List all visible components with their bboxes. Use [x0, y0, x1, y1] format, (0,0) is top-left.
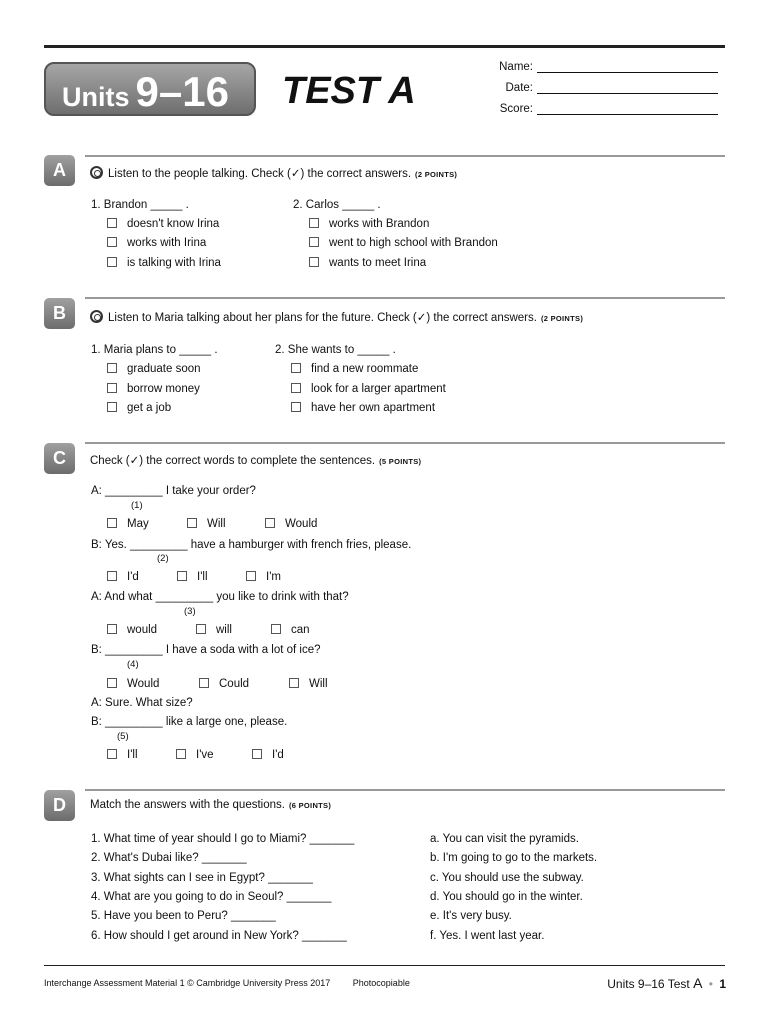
section-b-instruction-text: Listen to Maria talking about her plans for the future. Check (✓) the correct answers.	[108, 312, 537, 324]
option-label: May	[127, 518, 149, 530]
units-badge	[44, 62, 256, 116]
option-label: will	[216, 624, 232, 636]
date-label: Date:	[505, 82, 533, 94]
footer-photocopiable: Photocopiable	[352, 978, 410, 988]
section-d-instruction-text: Match the answers with the questions.	[90, 799, 285, 811]
section-b-rule	[85, 297, 725, 299]
checkbox[interactable]	[107, 257, 117, 267]
a-q1-option[interactable]	[107, 218, 219, 230]
c4-option[interactable]	[199, 678, 249, 690]
a-q2-option[interactable]	[309, 257, 426, 269]
c2-option[interactable]	[246, 571, 281, 583]
d-answer: e. It's very busy.	[430, 910, 512, 922]
c-num-5: (5)	[117, 731, 129, 742]
option-label: would	[127, 624, 158, 636]
c-num-3: (3)	[184, 606, 196, 617]
checkbox[interactable]	[107, 518, 117, 528]
section-a-instruction-text: Listen to the people talking. Check (✓) the correct answers.	[108, 168, 412, 180]
section-d-instruction	[90, 799, 331, 811]
option-label: Will	[309, 678, 328, 690]
c3-option[interactable]	[107, 624, 157, 636]
audio-cd-icon	[90, 310, 103, 323]
name-field[interactable]	[499, 60, 718, 73]
a-q1-stem: 1. Brandon _____ .	[91, 199, 189, 211]
checkbox[interactable]	[265, 518, 275, 528]
option-label: Would	[285, 518, 318, 530]
section-a-points: (2 POINTS)	[415, 170, 458, 179]
d-question: 3. What sights can I see in Egypt? _______	[91, 872, 313, 884]
c-plain-line: A: Sure. What size?	[91, 697, 193, 709]
option-label: Could	[219, 678, 250, 690]
a-q2-stem: 2. Carlos _____ .	[293, 199, 381, 211]
c-line-4: B: _________ I have a soda with a lot of ice?	[91, 644, 321, 656]
option-label: wants to meet Irina	[329, 257, 427, 269]
option-label: graduate soon	[127, 363, 201, 375]
b-q2-option[interactable]	[291, 402, 435, 414]
section-c-instruction-text: Check (✓) the correct words to complete the sentences.	[90, 455, 376, 467]
option-label: find a new roommate	[311, 363, 419, 375]
option-label: I'm	[266, 571, 281, 583]
footer-test-label: Units 9–16 Test	[607, 977, 690, 991]
c-num-2: (2)	[157, 553, 169, 564]
date-field[interactable]	[506, 81, 719, 94]
name-label: Name:	[499, 61, 533, 73]
checkbox[interactable]	[187, 518, 197, 528]
b-q1-option[interactable]	[107, 383, 200, 395]
d-question: 2. What's Dubai like? _______	[91, 852, 247, 864]
section-a-badge: A	[44, 155, 75, 186]
checkbox[interactable]	[196, 624, 206, 634]
c4-option[interactable]	[107, 678, 159, 690]
a-q2-option[interactable]	[309, 237, 498, 249]
score-field[interactable]	[500, 102, 718, 115]
b-q2-stem: 2. She wants to _____ .	[275, 344, 396, 356]
option-label: doesn't know Irina	[127, 218, 220, 230]
option-label: borrow money	[127, 383, 200, 395]
checkbox[interactable]	[309, 218, 319, 228]
option-label: have her own apartment	[311, 402, 436, 414]
c4-option[interactable]	[289, 678, 328, 690]
checkbox[interactable]	[107, 363, 117, 373]
option-label: look for a larger apartment	[311, 383, 446, 395]
checkbox[interactable]	[309, 257, 319, 267]
checkbox[interactable]	[107, 749, 117, 759]
option-label: I've	[196, 749, 214, 761]
checkbox[interactable]	[291, 402, 301, 412]
section-d-rule	[85, 789, 725, 791]
option-label: can	[291, 624, 310, 636]
c3-option[interactable]	[271, 624, 310, 636]
checkbox[interactable]	[271, 624, 281, 634]
date-line[interactable]	[537, 81, 718, 94]
d-answer: f. Yes. I went last year.	[430, 930, 545, 942]
checkbox[interactable]	[107, 237, 117, 247]
units-range: 9–16	[135, 68, 229, 115]
b-q1-stem: 1. Maria plans to _____ .	[91, 344, 218, 356]
checkbox[interactable]	[291, 383, 301, 393]
d-answer: d. You should go in the winter.	[430, 891, 583, 903]
section-b-instruction	[90, 310, 583, 324]
section-c-instruction	[90, 453, 421, 467]
c5-option[interactable]	[252, 749, 284, 761]
c2-option[interactable]	[177, 571, 208, 583]
footer-rule	[44, 965, 725, 966]
section-a-instruction	[90, 166, 457, 180]
name-line[interactable]	[537, 60, 718, 73]
score-line[interactable]	[537, 102, 718, 115]
option-label: works with Irina	[127, 237, 207, 249]
d-question: 4. What are you going to do in Seoul? _______	[91, 891, 332, 903]
section-a-rule	[85, 155, 725, 157]
section-c-rule	[85, 442, 725, 444]
option-label: went to high school with Brandon	[329, 237, 498, 249]
c-line-5: B: _________ like a large one, please.	[91, 716, 288, 728]
checkbox[interactable]	[246, 571, 256, 581]
option-label: I'll	[197, 571, 208, 583]
checkbox[interactable]	[289, 678, 299, 688]
footer-dot: •	[708, 977, 713, 991]
checkbox[interactable]	[107, 624, 117, 634]
checkbox[interactable]	[107, 678, 117, 688]
audio-cd-icon	[90, 166, 103, 179]
checkbox[interactable]	[107, 402, 117, 412]
c-num-4: (4)	[127, 659, 139, 670]
d-answer: b. I'm going to go to the markets.	[430, 852, 598, 864]
b-q1-option[interactable]	[107, 363, 201, 375]
checkbox[interactable]	[107, 383, 117, 393]
b-q2-option[interactable]	[291, 363, 418, 375]
c2-option[interactable]	[107, 571, 139, 583]
footer-copyright: Interchange Assessment Material 1 © Cambridge University Press 2017	[44, 978, 331, 988]
d-question: 1. What time of year should I go to Miami? _______	[91, 833, 355, 845]
option-label: I'd	[127, 571, 139, 583]
a-q1-option[interactable]	[107, 257, 221, 269]
d-question: 6. How should I get around in New York? _______	[91, 930, 347, 942]
c1-option[interactable]	[107, 518, 149, 530]
c5-option[interactable]	[176, 749, 214, 761]
d-answer: a. You can visit the pyramids.	[430, 833, 579, 845]
top-rule	[44, 45, 725, 48]
c-line-1: A: _________ I take your order?	[91, 485, 256, 497]
b-q2-option[interactable]	[291, 383, 446, 395]
c-line-3: A: And what _________ you like to drink with that?	[91, 591, 349, 603]
checkbox[interactable]	[107, 571, 117, 581]
section-b-badge: B	[44, 298, 75, 329]
option-label: get a job	[127, 402, 172, 414]
page-number: 1	[719, 977, 726, 991]
checkbox[interactable]	[252, 749, 262, 759]
option-label: Would	[127, 678, 160, 690]
c5-option[interactable]	[107, 749, 138, 761]
a-q1-option[interactable]	[107, 237, 206, 249]
section-b-points: (2 POINTS)	[540, 314, 584, 323]
b-q1-option[interactable]	[107, 402, 171, 414]
a-q2-option[interactable]	[309, 218, 429, 230]
d-answer: c. You should use the subway.	[430, 872, 584, 884]
section-d-badge: D	[44, 790, 75, 821]
c-line-2: B: Yes. _________ have a hamburger with french fries, please.	[91, 539, 412, 551]
footer-right	[607, 975, 726, 991]
option-label: I'd	[272, 749, 284, 761]
section-c-points: (5 POINTS)	[379, 457, 422, 466]
option-label: is talking with Irina	[127, 257, 221, 269]
c1-option[interactable]	[265, 518, 317, 530]
section-d-points: (6 POINTS)	[288, 801, 332, 810]
section-c-badge: C	[44, 443, 75, 474]
footer-test-letter: A	[693, 975, 703, 991]
checkbox[interactable]	[176, 749, 186, 759]
footer-left	[44, 978, 410, 988]
checkbox[interactable]	[199, 678, 209, 688]
checkbox[interactable]	[309, 237, 319, 247]
option-label: I'll	[127, 749, 138, 761]
option-label: works with Brandon	[329, 218, 430, 230]
option-label: Will	[207, 518, 226, 530]
checkbox[interactable]	[107, 218, 117, 228]
c1-option[interactable]	[187, 518, 226, 530]
c-num-1: (1)	[131, 500, 143, 511]
d-question: 5. Have you been to Peru? _______	[91, 910, 276, 922]
checkbox[interactable]	[177, 571, 187, 581]
checkbox[interactable]	[291, 363, 301, 373]
units-word: Units	[62, 82, 130, 112]
score-label: Score:	[499, 103, 533, 115]
test-title: TEST A	[282, 70, 416, 112]
c3-option[interactable]	[196, 624, 232, 636]
